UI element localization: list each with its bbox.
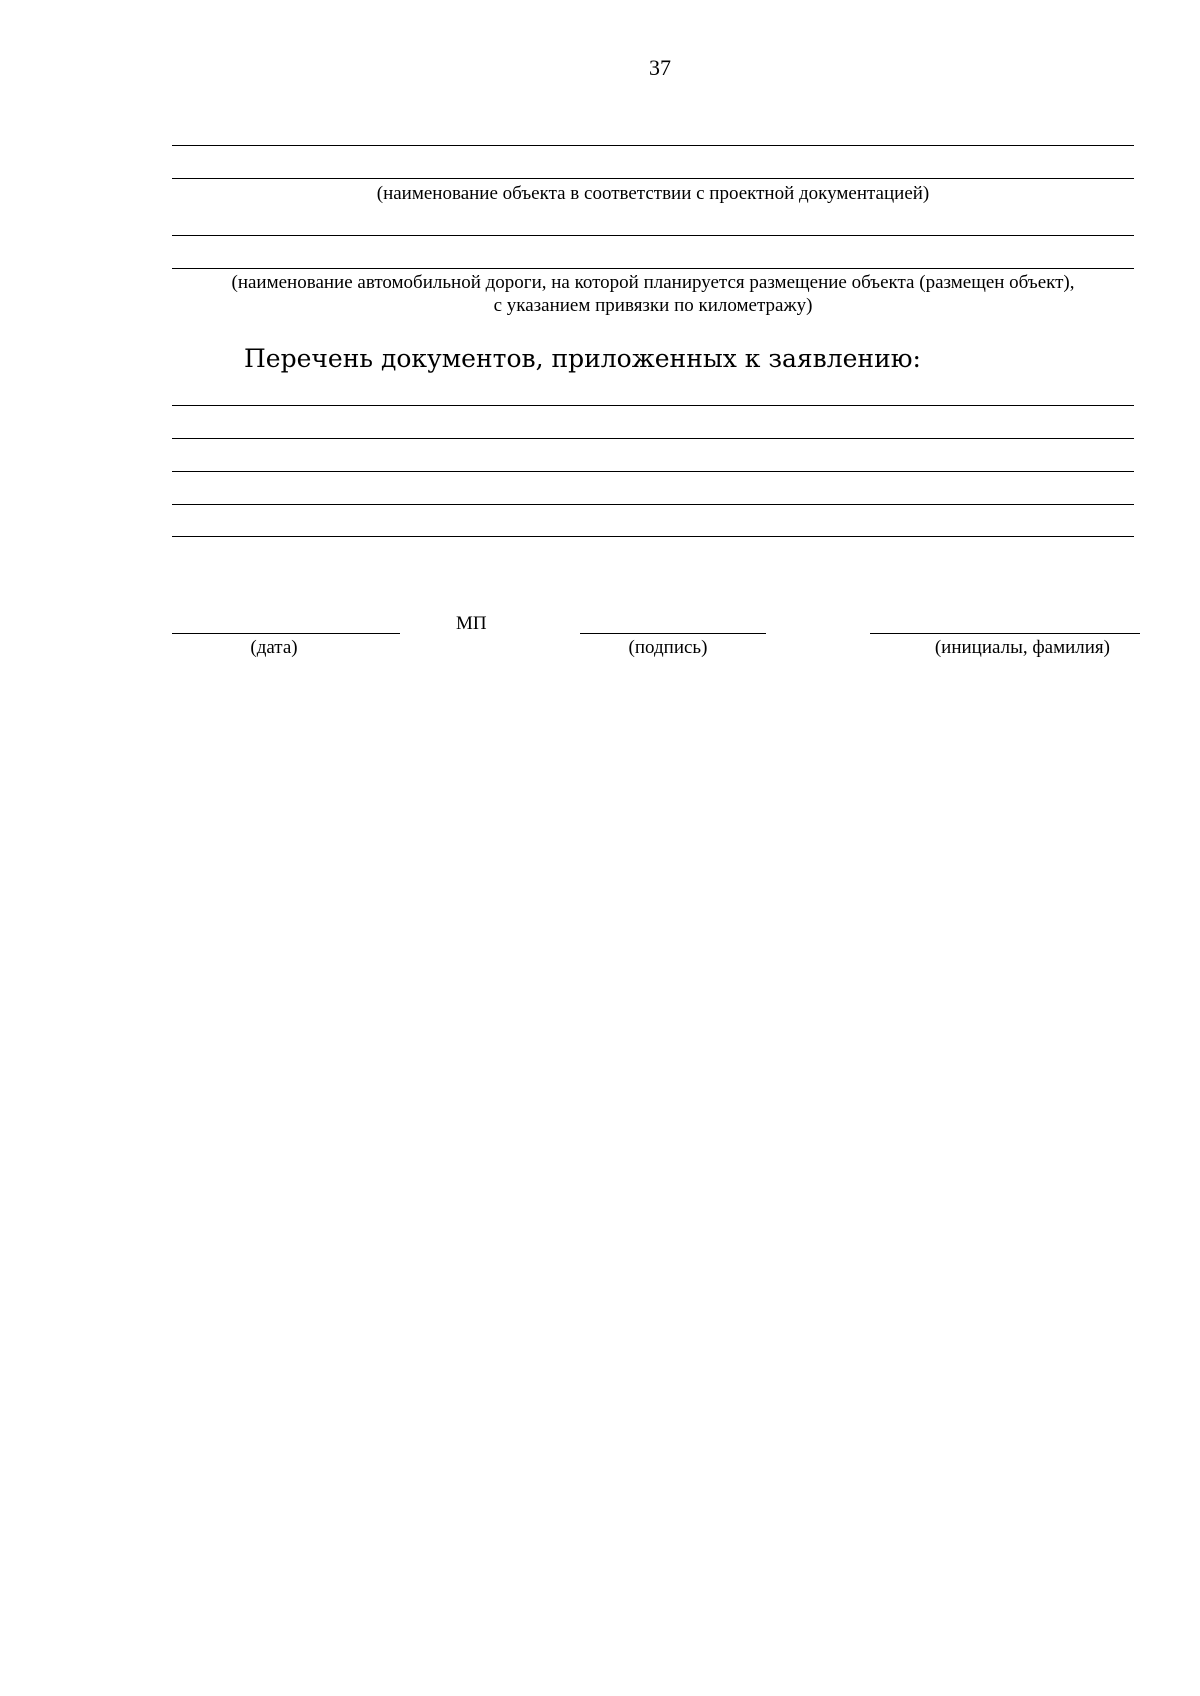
object-name-line-2 bbox=[172, 178, 1134, 179]
name-line bbox=[870, 633, 1140, 634]
object-name-caption: (наименование объекта в соответствии с проектной документацией) bbox=[376, 183, 930, 204]
date-line bbox=[172, 633, 400, 634]
road-name-line-1 bbox=[172, 235, 1134, 236]
documents-line-1 bbox=[172, 405, 1134, 406]
road-name-caption-line-2: с указанием привязки по километражу) bbox=[493, 295, 813, 316]
road-name-caption-line-1: (наименование автомобильной дороги, на которой планируется размещение объекта (размещен объект), bbox=[231, 272, 1075, 293]
documents-line-3 bbox=[172, 471, 1134, 472]
road-name-line-2 bbox=[172, 268, 1134, 269]
signature-line bbox=[580, 633, 766, 634]
documents-line-5 bbox=[172, 536, 1134, 537]
signature-caption: (подпись) bbox=[628, 637, 708, 658]
stamp-label: МП bbox=[456, 613, 487, 634]
date-caption: (дата) bbox=[250, 637, 298, 658]
page-number: 37 bbox=[649, 55, 671, 80]
documents-line-2 bbox=[172, 438, 1134, 439]
object-name-line-1 bbox=[172, 145, 1134, 146]
documents-line-4 bbox=[172, 504, 1134, 505]
documents-heading: Перечень документов, приложенных к заявлению: bbox=[244, 344, 921, 373]
name-caption: (инициалы, фамилия) bbox=[934, 637, 1110, 658]
